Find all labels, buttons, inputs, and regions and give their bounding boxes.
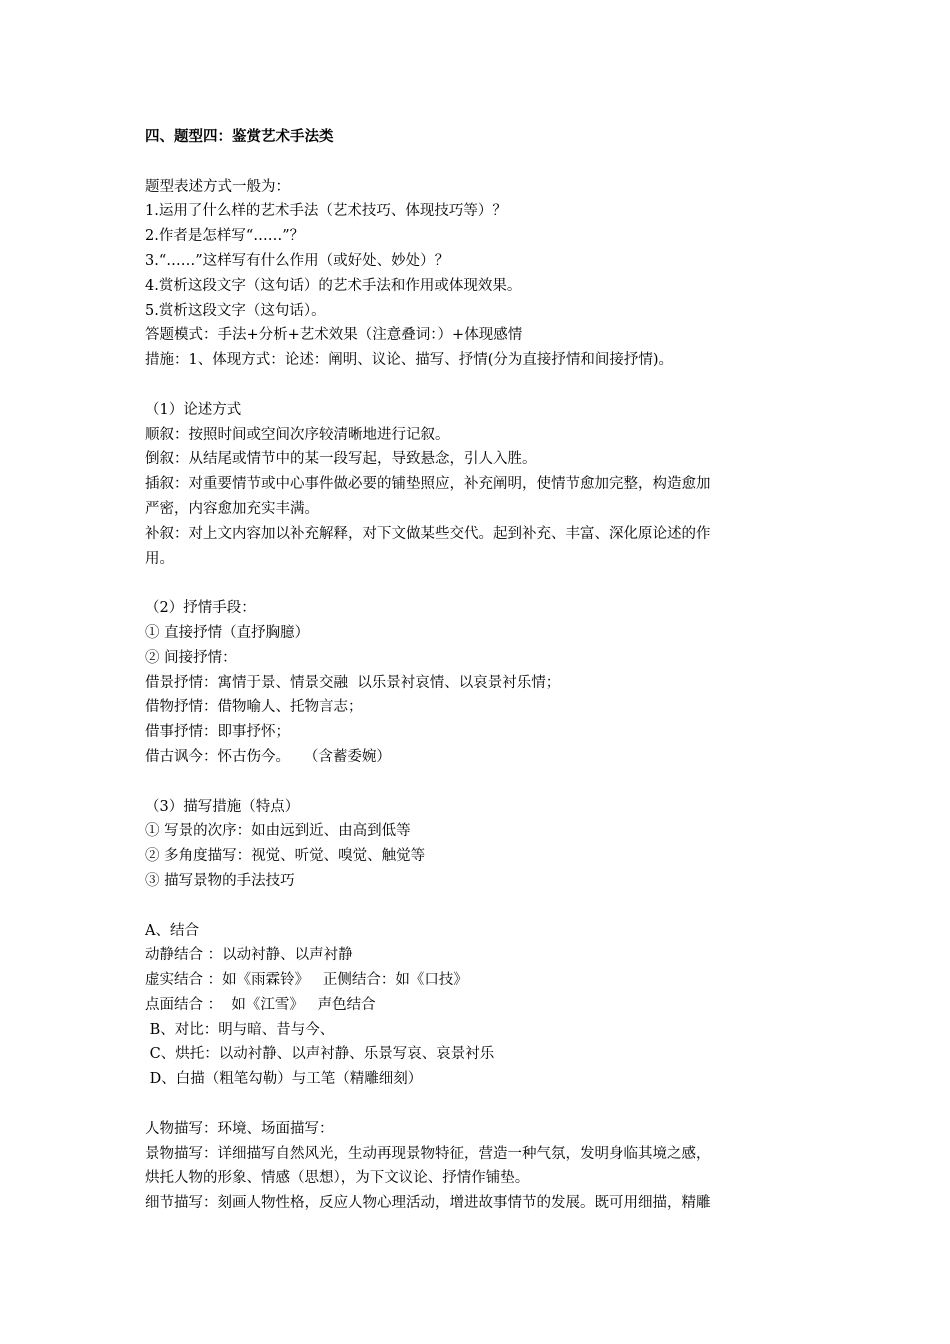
lyric-object: 借物抒情：借物喻人、托物言志；: [145, 699, 363, 716]
lyric-indirect: ② 间接抒情：: [145, 649, 237, 666]
daoxu-line: 倒叙：从结尾或情节中的某一段写起，导致悬念，引人入胜。: [145, 451, 537, 468]
technique-dongjing: 动静结合 ：以动衬静、以声衬静: [145, 947, 353, 964]
chaxu-line-1: 插叙：对重要情节或中心事件做必要的铺垫照应，补充阐明，使情节愈加完整，构造愈加: [145, 476, 711, 493]
detail-line-1: 细节描写：刻画人物性格，反应人物心理活动，增进故事情节的发展。既可用细描，精雕: [145, 1195, 711, 1212]
question-3: 3.“……”这样写有什么作用（或好处、妙处）？: [145, 252, 450, 269]
question-4: 4.赏析这段文字（这句话）的艺术手法和作用或体现效果。: [145, 277, 522, 294]
lyric-title: （2）抒情手段：: [145, 600, 256, 617]
section-heading: 四、题型四：鉴赏艺术手法类: [145, 128, 334, 145]
description-skills: ③ 描写景物的手法技巧: [145, 872, 295, 889]
description-title: （3）描写措施（特点）: [145, 798, 300, 815]
buxu-line-1: 补叙：对上文内容加以补充解释，对下文做某些交代。起到补充、丰富、深化原论述的作: [145, 525, 711, 542]
measure-line: 措施：1、体现方式：论述：阐明、议论、描写、抒情(分为直接抒情和间接抒情)。: [145, 352, 674, 369]
answer-model: 答题模式：手法+分析+艺术效果（注意叠词：）+体现感情: [145, 327, 523, 344]
lyric-direct: ① 直接抒情（直抒胸臆）: [145, 624, 310, 641]
buxu-line-2: 用。: [145, 550, 174, 567]
technique-c: C、烘托：以动衬静、以声衬静、乐景写哀、哀景衬乐: [145, 1046, 495, 1063]
description-order: ① 写景的次序：如由远到近、由高到低等: [145, 823, 411, 840]
intro-lead: 题型表述方式一般为：: [145, 178, 290, 195]
character-line: 人物描写：环境、场面描写：: [145, 1120, 334, 1137]
technique-a-title: A、结合: [145, 922, 199, 939]
description-angles: ② 多角度描写：视觉、听觉、嗅觉、触觉等: [145, 848, 426, 865]
lyric-ancient: 借古讽今：怀古伤今。 （含蓄委婉）: [145, 748, 391, 765]
question-5: 5.赏析这段文字（这句话）。: [145, 302, 326, 319]
document-body: [145, 125, 810, 1216]
scenery-line-2: 烘托人物的形象、情感（思想），为下文议论、抒情作铺垫。: [145, 1170, 530, 1187]
technique-xushi: 虚实结合 ：如《雨霖铃》 正侧结合：如《口技》: [145, 972, 468, 989]
technique-dianmian: 点面结合 ： 如《江雪》 声色结合: [145, 996, 376, 1013]
scenery-line-1: 景物描写：详细描写自然风光，生动再现景物特征，营造一种气氛，发明身临其境之感，: [145, 1145, 711, 1162]
shunxu-line: 顺叙：按照时间或空间次序较清晰地进行记叙。: [145, 426, 450, 443]
lyric-scene: 借景抒情：寓情于景、情景交融 以乐景衬哀情、以哀景衬乐情；: [145, 674, 561, 691]
chaxu-line-2: 严密，内容愈加充实丰满。: [145, 500, 319, 517]
technique-d: D、白描（粗笔勾勒）与工笔（精雕细刻）: [145, 1071, 423, 1088]
question-1: 1.运用了什么样的艺术手法（艺术技巧、体现技巧等）？: [145, 203, 507, 220]
narration-title: （1）论述方式: [145, 401, 242, 418]
question-2: 2.作者是怎样写“……”？: [145, 228, 305, 245]
technique-b: B、对比：明与暗、昔与今、: [145, 1021, 335, 1038]
lyric-event: 借事抒情：即事抒怀；: [145, 724, 290, 741]
